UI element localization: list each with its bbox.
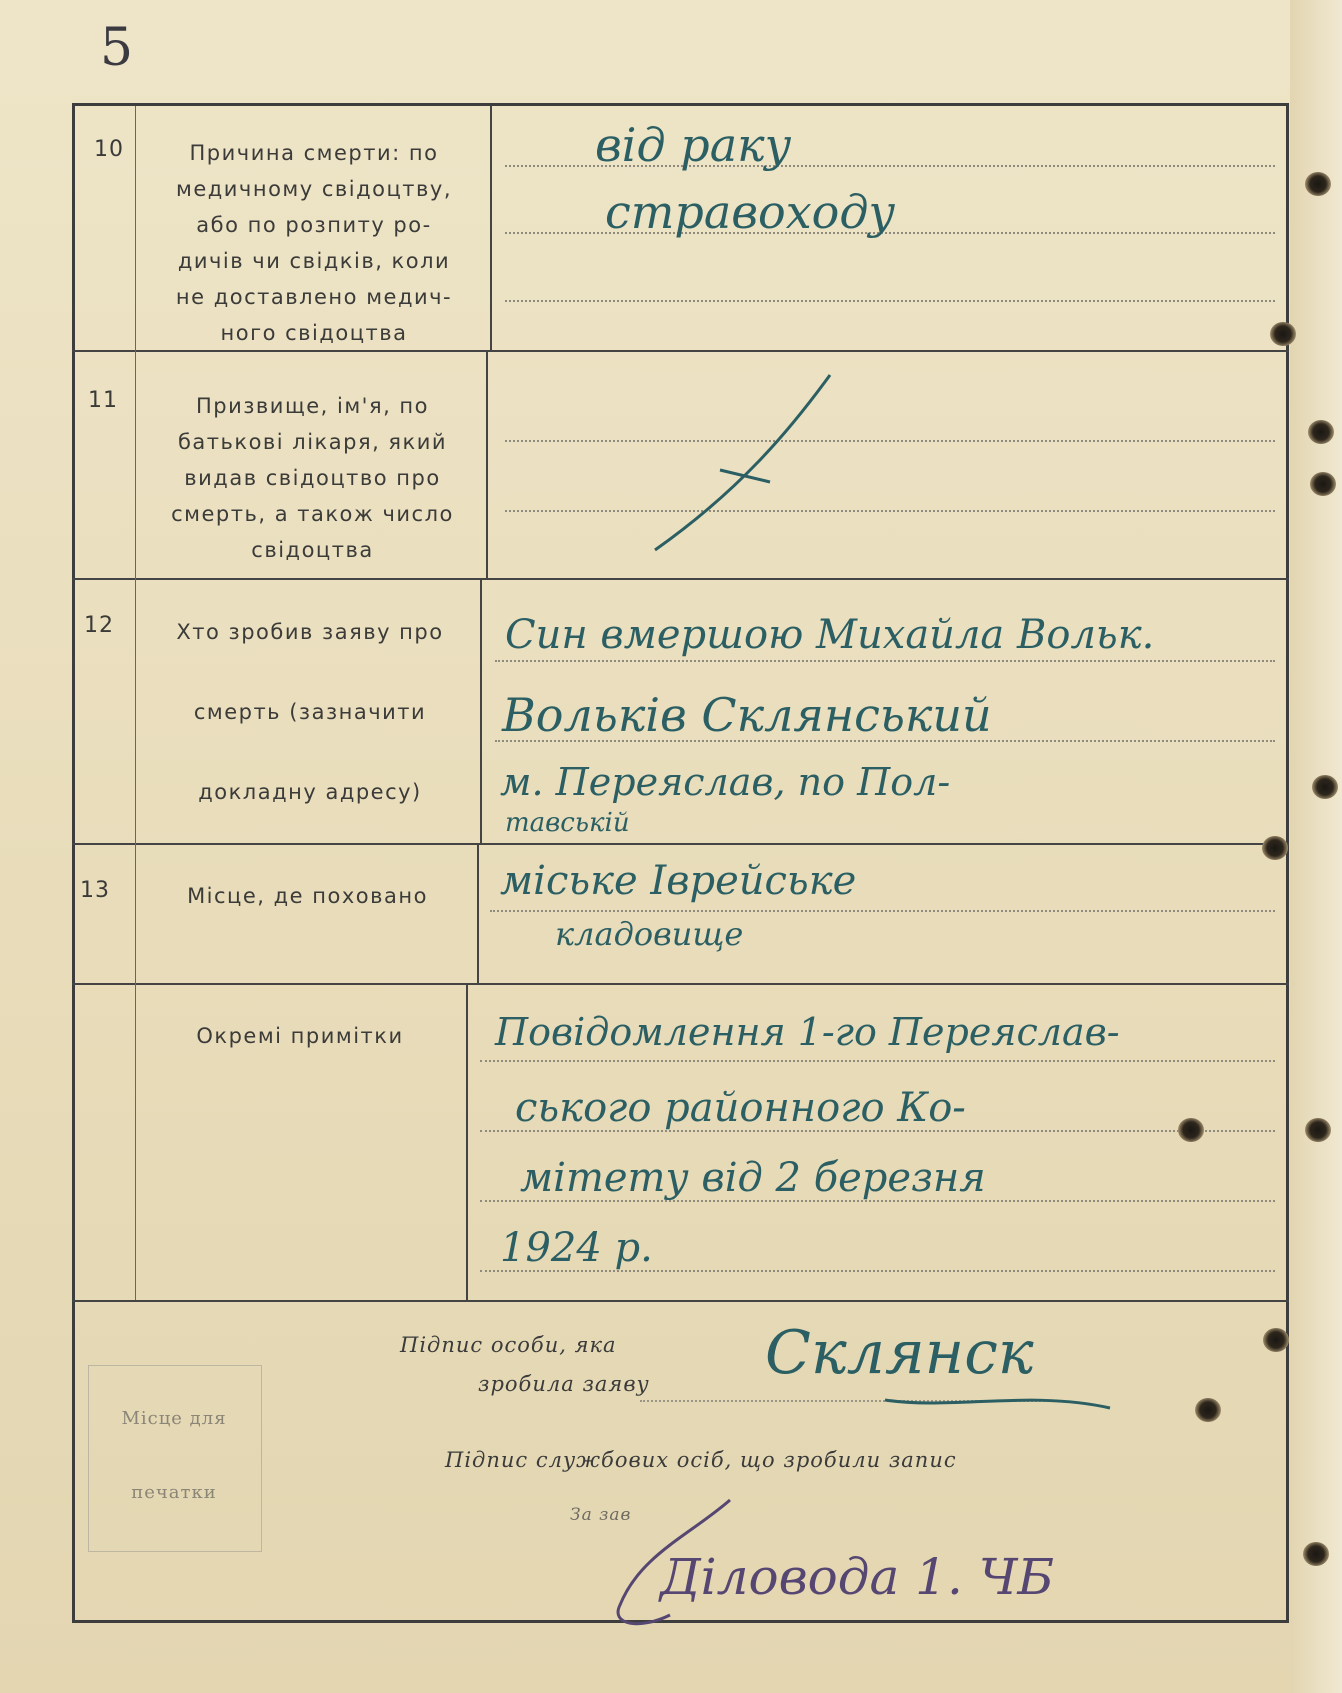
signature-flourish: [880, 1370, 1120, 1430]
writing-line: [505, 510, 1275, 512]
row-number: 13: [80, 878, 110, 903]
officials-note: За зав: [570, 1505, 632, 1525]
column-divider: [486, 352, 488, 578]
binding-hole: [1305, 1118, 1331, 1142]
column-divider: [466, 985, 468, 1300]
declarant-signature-caption: зробила заяву: [478, 1372, 650, 1396]
handwritten-entry: Син вмершою Михайла Вольк.: [505, 612, 1155, 658]
signature-flourish: [550, 1495, 750, 1635]
handwritten-entry: м. Переяслав, по Пол-: [500, 760, 951, 804]
writing-line: [490, 910, 1275, 912]
handwritten-entry: ського районного Ко-: [515, 1085, 966, 1131]
binding-hole: [1270, 322, 1296, 346]
officials-signature: Діловода 1. ЧБ: [660, 1548, 1055, 1606]
handwritten-entry: 1924 р.: [500, 1225, 653, 1271]
writing-line: [505, 300, 1275, 302]
binding-hole: [1195, 1398, 1221, 1422]
handwritten-entry: від раку: [595, 118, 792, 172]
binding-hole: [1305, 172, 1331, 196]
writing-line: [480, 1060, 1275, 1062]
row-number: 12: [84, 613, 114, 638]
row-number: 11: [88, 388, 118, 413]
stamp-label: Місце для: [121, 1408, 227, 1429]
handwritten-entry: мітету від 2 березня: [520, 1155, 986, 1201]
writing-line: [505, 440, 1275, 442]
binding-hole: [1312, 775, 1338, 799]
handwritten-entry: міське Іврейське: [500, 858, 857, 904]
column-divider: [480, 580, 482, 843]
row-divider: [72, 578, 1289, 580]
row-number: 10: [94, 137, 124, 162]
handwritten-entry: стравоходу: [605, 185, 896, 239]
handwritten-entry: тавській: [505, 808, 630, 838]
stamp-label: печатки: [131, 1482, 217, 1503]
officials-signature-caption: Підпис службових осіб, що зробили запис: [445, 1448, 957, 1472]
row-label-notes: Окремі примітки: [196, 1024, 404, 1048]
page-number-annotation: 5: [100, 18, 134, 78]
handwritten-entry: кладовище: [555, 915, 744, 953]
binding-hole: [1303, 1542, 1329, 1566]
row-divider: [72, 843, 1289, 845]
binding-hole: [1262, 836, 1288, 860]
row-label-cause-of-death: Причина смерти: по медичному свідоцтву, або по розпиту ро- дичів чи свідків, коли не доставлено медич- ного свідоцтва: [175, 141, 453, 345]
row-label-doctor-name: Призвище, ім'я, по батькові лікаря, який видав свідоцтво про смерть, а також число свідоцтва: [171, 394, 454, 562]
binding-hole: [1310, 472, 1336, 496]
declarant-signature: Склянск: [765, 1318, 1034, 1388]
binding-hole: [1308, 420, 1334, 444]
handwritten-entry: Вольків Склянський: [502, 688, 992, 742]
row-divider: [72, 1300, 1289, 1302]
column-divider: [477, 845, 479, 983]
row-divider: [72, 983, 1289, 985]
stamp-area: [88, 1365, 262, 1552]
declarant-signature-caption: Підпис особи, яка: [400, 1333, 617, 1357]
writing-line: [495, 660, 1275, 662]
page-edge: [1290, 0, 1342, 1693]
row-label-burial-place: Місце, де поховано: [187, 884, 428, 908]
row-label-declarant: Хто зробив заяву про смерть (зазначити докладну адресу): [176, 620, 444, 804]
column-divider: [490, 106, 492, 350]
number-column-divider: [135, 106, 136, 1300]
binding-hole: [1178, 1118, 1204, 1142]
handwritten-dash: [640, 370, 840, 560]
binding-hole: [1263, 1328, 1289, 1352]
handwritten-entry: Повідомлення 1-го Переяслав-: [495, 1010, 1120, 1054]
